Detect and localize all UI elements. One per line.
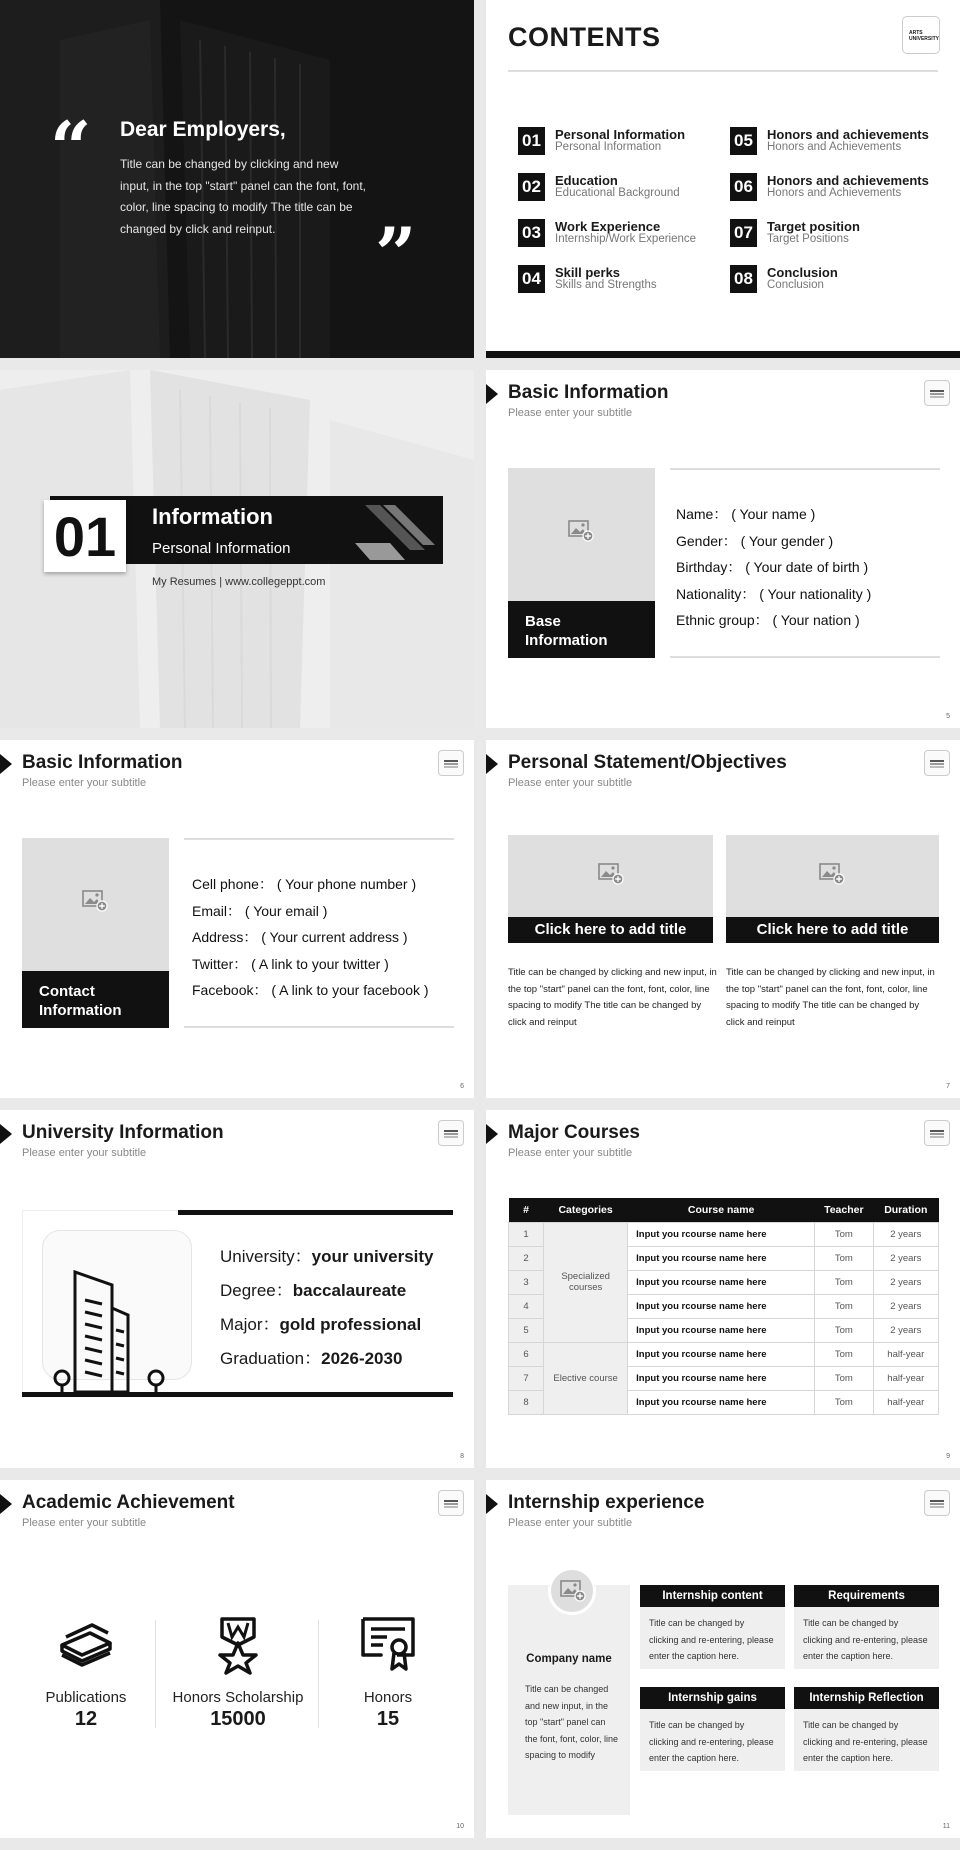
- column-header: Course name: [628, 1198, 815, 1222]
- image-placeholder[interactable]: [548, 1567, 596, 1615]
- contents-title[interactable]: CONTENTS: [508, 22, 661, 52]
- row-value: your university: [311, 1247, 434, 1266]
- university-logo: ARTS UNIVERSITY: [902, 16, 940, 54]
- courses-table: [508, 1198, 939, 1415]
- slide-academic-achievement: [0, 1480, 474, 1838]
- item-subtitle: Skills and Strengths: [555, 279, 657, 291]
- slide-subtitle[interactable]: Please enter your subtitle: [508, 1147, 633, 1159]
- course-name-cell[interactable]: Input you rcourse name here: [628, 1270, 815, 1294]
- item-title: Personal Information: [555, 127, 686, 142]
- university-row[interactable]: [220, 1344, 434, 1378]
- info-line[interactable]: Cell phone： ( Your phone number ): [192, 876, 417, 892]
- section-footer: My Resumes | www.collegeppt.com: [152, 576, 326, 588]
- slide-title[interactable]: Internship experience: [508, 1492, 705, 1513]
- slide-section-01: [0, 370, 474, 728]
- info-line[interactable]: Address： ( Your current address ): [192, 929, 408, 945]
- item-subtitle: Internship/Work Experience: [555, 233, 697, 245]
- row-index: 3: [509, 1270, 544, 1294]
- achievement-label: Honors Scholarship: [172, 1689, 304, 1706]
- header-marker: [0, 754, 12, 774]
- header-marker: [0, 1124, 12, 1144]
- box-text[interactable]: Title can be changed by clicking and re-entering, please enter the caption here.: [640, 1709, 785, 1771]
- row-label: University：: [220, 1247, 312, 1266]
- divider: [178, 1210, 453, 1215]
- achievement-label: Honors: [363, 1689, 413, 1706]
- slide-major-courses: [486, 1110, 960, 1468]
- row-value: baccalaureate: [292, 1281, 407, 1300]
- divider: [22, 1392, 453, 1397]
- contents-item[interactable]: [730, 219, 940, 253]
- table-row[interactable]: [509, 1222, 939, 1246]
- quote-open-icon: “: [50, 105, 92, 190]
- item-title: Skill perks: [555, 265, 621, 280]
- slide-title[interactable]: Basic Information: [508, 382, 669, 403]
- slide-intro: [0, 0, 474, 358]
- slide-subtitle[interactable]: Please enter your subtitle: [508, 1517, 633, 1529]
- certificate-icon: [359, 1615, 417, 1675]
- course-name-cell[interactable]: Input you rcourse name here: [628, 1318, 815, 1342]
- company-name[interactable]: Company name: [526, 1653, 612, 1665]
- requirements-box: [794, 1585, 939, 1669]
- teacher-cell: Tom: [815, 1294, 873, 1318]
- duration-cell: half-year: [873, 1390, 938, 1414]
- quote-close-icon: ”: [375, 211, 417, 296]
- university-logo: [924, 1120, 950, 1146]
- slide-internship-experience: [486, 1480, 960, 1838]
- add-image-icon[interactable]: [568, 520, 594, 542]
- card-text[interactable]: Title can be changed by clicking and new input, in the top "start" panel can the font, font, color, line spacing to modify The title can be changed by click and reinput: [508, 967, 717, 1028]
- achievement-value: 15: [376, 1708, 400, 1730]
- row-index: 7: [509, 1366, 544, 1390]
- box-title[interactable]: Internship content: [640, 1585, 785, 1607]
- achievement-publications: [16, 1615, 156, 1731]
- add-image-icon[interactable]: [82, 890, 108, 912]
- item-number: 07: [730, 219, 757, 247]
- slide-subtitle[interactable]: Please enter your subtitle: [508, 777, 633, 789]
- achievement-scholarship: [168, 1615, 308, 1731]
- info-line[interactable]: Gender： ( Your gender ): [676, 532, 834, 549]
- bottom-bar: [486, 351, 960, 358]
- teacher-cell: Tom: [815, 1366, 873, 1390]
- item-number: 03: [518, 219, 545, 247]
- page-number: 7: [946, 1083, 950, 1090]
- achievement-value: 12: [74, 1708, 98, 1730]
- teacher-cell: Tom: [815, 1222, 873, 1246]
- internship-reflection-box: [794, 1687, 939, 1771]
- column-header: #: [509, 1198, 544, 1222]
- item-subtitle: Personal Information: [555, 141, 662, 153]
- university-row[interactable]: [220, 1242, 434, 1276]
- header-marker: [486, 384, 498, 404]
- section-subtitle[interactable]: Personal Information: [152, 540, 291, 557]
- row-label: Degree：: [220, 1281, 293, 1300]
- item-title: Work Experience: [555, 219, 661, 234]
- row-index: 1: [509, 1222, 544, 1246]
- teacher-cell: Tom: [815, 1390, 873, 1414]
- row-index: 6: [509, 1342, 544, 1366]
- company-card: [508, 1585, 630, 1815]
- course-name-cell[interactable]: Input you rcourse name here: [628, 1366, 815, 1390]
- column-header: Categories: [544, 1198, 628, 1222]
- stripe-decoration: [355, 505, 435, 560]
- greeting-title[interactable]: Dear Employers,: [120, 118, 286, 141]
- info-list: [192, 874, 429, 1007]
- item-title: Honors and achievements: [767, 173, 929, 188]
- university-logo: [438, 1120, 464, 1146]
- category-cell: Specialized courses: [544, 1222, 628, 1342]
- contents-item[interactable]: [518, 173, 728, 207]
- item-number: 05: [730, 127, 757, 155]
- item-subtitle: Conclusion: [767, 279, 824, 291]
- info-list: [676, 504, 871, 637]
- box-text[interactable]: Title can be changed by clicking and re-entering, please enter the caption here.: [794, 1607, 939, 1669]
- slide-contents: [486, 0, 960, 358]
- box-text[interactable]: Title can be changed by clicking and re-entering, please enter the caption here.: [794, 1709, 939, 1771]
- card-title-bar[interactable]: Click here to add title: [726, 917, 939, 943]
- slide-personal-statement: [486, 740, 960, 1098]
- achievement-value: 15000: [210, 1708, 266, 1730]
- duration-cell: 2 years: [873, 1318, 938, 1342]
- page-number: 9: [946, 1453, 950, 1460]
- header-marker: [486, 1494, 498, 1514]
- slide-subtitle[interactable]: Please enter your subtitle: [508, 407, 633, 419]
- contents-item[interactable]: [730, 127, 940, 161]
- row-label: Major：: [220, 1315, 280, 1334]
- page-number: 8: [460, 1453, 464, 1460]
- item-subtitle: Honors and Achievements: [767, 141, 902, 153]
- add-image-icon[interactable]: [598, 863, 624, 885]
- university-row[interactable]: [220, 1310, 434, 1344]
- image-placeholder[interactable]: [22, 838, 169, 1028]
- university-logo: [924, 750, 950, 776]
- university-logo: [924, 1490, 950, 1516]
- image-placeholder[interactable]: [508, 835, 713, 917]
- item-subtitle: Target Positions: [767, 233, 849, 245]
- course-name-cell[interactable]: Input you rcourse name here: [628, 1294, 815, 1318]
- box-title[interactable]: Internship Reflection: [794, 1687, 939, 1709]
- item-number: 04: [518, 265, 545, 293]
- divider: [184, 838, 454, 840]
- course-name-cell[interactable]: Input you rcourse name here: [628, 1222, 815, 1246]
- slide-title[interactable]: Academic Achievement: [22, 1492, 235, 1513]
- course-name-cell[interactable]: Input you rcourse name here: [628, 1342, 815, 1366]
- header-marker: [486, 754, 498, 774]
- item-title: Honors and achievements: [767, 127, 929, 142]
- add-image-icon[interactable]: [819, 863, 845, 885]
- row-index: 5: [509, 1318, 544, 1342]
- item-subtitle: Educational Background: [555, 187, 680, 199]
- divider: [670, 468, 940, 470]
- slide-title[interactable]: Major Courses: [508, 1122, 640, 1143]
- slide-subtitle[interactable]: Please enter your subtitle: [22, 1517, 147, 1529]
- header-marker: [0, 1494, 12, 1514]
- medal-icon: [216, 1615, 260, 1675]
- building-icon: [50, 1260, 170, 1395]
- table-row[interactable]: [509, 1342, 939, 1366]
- column-header: Teacher: [815, 1198, 873, 1222]
- row-value: 2026-2030: [321, 1349, 403, 1368]
- page-number: 5: [946, 713, 950, 720]
- duration-cell: half-year: [873, 1342, 938, 1366]
- duration-cell: 2 years: [873, 1294, 938, 1318]
- card-title-bar[interactable]: Click here to add title: [508, 917, 713, 943]
- course-name-cell[interactable]: Input you rcourse name here: [628, 1246, 815, 1270]
- item-title: Conclusion: [767, 265, 838, 280]
- card-text[interactable]: Title can be changed by clicking and new input, in the top "start" panel can the font, font, color, line spacing to modify The title can be changed by click and reinput: [726, 967, 935, 1028]
- box-title[interactable]: Requirements: [794, 1585, 939, 1607]
- section-number: 01: [44, 500, 126, 572]
- internship-gains-box: [640, 1687, 785, 1771]
- duration-cell: 2 years: [873, 1246, 938, 1270]
- contents-item[interactable]: [730, 265, 940, 299]
- university-row[interactable]: [220, 1276, 434, 1310]
- university-logo: [438, 1490, 464, 1516]
- books-icon: [56, 1615, 116, 1671]
- item-number: 02: [518, 173, 545, 201]
- info-line[interactable]: Birthday： ( Your date of birth ): [676, 559, 869, 575]
- column-header: Duration: [873, 1198, 938, 1222]
- teacher-cell: Tom: [815, 1270, 873, 1294]
- item-title: Target position: [767, 219, 860, 234]
- divider: [508, 70, 938, 72]
- row-index: 4: [509, 1294, 544, 1318]
- info-line[interactable]: Name： ( Your name ): [676, 506, 816, 522]
- card-label: Contact Information: [22, 971, 169, 1028]
- item-subtitle: Honors and Achievements: [767, 187, 902, 199]
- image-placeholder[interactable]: [726, 835, 939, 917]
- box-title[interactable]: Internship gains: [640, 1687, 785, 1709]
- divider: [155, 1620, 156, 1728]
- info-line[interactable]: Ethnic group： ( Your nation ): [676, 612, 860, 628]
- row-index: 2: [509, 1246, 544, 1270]
- header-marker: [486, 1124, 498, 1144]
- company-text[interactable]: Title can be changed and new input, in the top "start" panel can the font, font, color, line spacing to modify: [525, 1684, 619, 1760]
- slide-title[interactable]: Personal Statement/Objectives: [508, 752, 787, 773]
- page-number: 6: [460, 1083, 464, 1090]
- card-label: Base Information: [508, 601, 655, 658]
- info-line[interactable]: Twitter： ( A link to your twitter ): [192, 955, 389, 972]
- box-text[interactable]: Title can be changed by clicking and re-entering, please enter the caption here.: [640, 1607, 785, 1669]
- slide-subtitle[interactable]: Please enter your subtitle: [22, 777, 147, 789]
- greeting-body[interactable]: Title can be changed by clicking and new input, in the top "start" panel can the font, font, color, line spacing to modify The title can be changed by click and reinput.: [120, 157, 367, 236]
- category-cell: Elective course: [544, 1342, 628, 1414]
- image-placeholder[interactable]: [508, 468, 655, 658]
- slide-contact-information: [0, 740, 474, 1098]
- row-index: 8: [509, 1390, 544, 1414]
- teacher-cell: Tom: [815, 1246, 873, 1270]
- add-image-icon[interactable]: [560, 1580, 586, 1602]
- duration-cell: 2 years: [873, 1222, 938, 1246]
- row-value: gold professional: [279, 1315, 422, 1334]
- slide-title[interactable]: Basic Information: [22, 752, 183, 773]
- achievement-label: Publications: [45, 1689, 127, 1706]
- course-name-cell[interactable]: Input you rcourse name here: [628, 1390, 815, 1414]
- page-number: 10: [456, 1823, 464, 1830]
- slide-university-information: [0, 1110, 474, 1468]
- internship-content-box: [640, 1585, 785, 1669]
- contents-item[interactable]: [518, 265, 728, 299]
- divider: [184, 1026, 454, 1028]
- info-line[interactable]: Nationality： ( Your nationality ): [676, 585, 872, 602]
- slide-subtitle[interactable]: Please enter your subtitle: [22, 1147, 147, 1159]
- achievement-honors: [318, 1615, 458, 1731]
- item-number: 01: [518, 127, 545, 155]
- duration-cell: 2 years: [873, 1270, 938, 1294]
- contents-item[interactable]: [518, 127, 728, 161]
- item-title: Education: [555, 173, 618, 188]
- slide-title[interactable]: University Information: [22, 1122, 224, 1143]
- slide-basic-information: [486, 370, 960, 728]
- info-line[interactable]: Email： ( Your email ): [192, 902, 328, 919]
- university-logo: [924, 380, 950, 406]
- teacher-cell: Tom: [815, 1342, 873, 1366]
- teacher-cell: Tom: [815, 1318, 873, 1342]
- divider: [670, 656, 940, 658]
- info-line[interactable]: Facebook： ( A link to your facebook ): [192, 982, 429, 998]
- item-number: 06: [730, 173, 757, 201]
- university-logo: [438, 750, 464, 776]
- row-label: Graduation：: [220, 1349, 322, 1368]
- contents-item[interactable]: [518, 219, 728, 253]
- page-number: 11: [942, 1823, 950, 1830]
- item-number: 08: [730, 265, 757, 293]
- section-title[interactable]: Information: [152, 504, 273, 529]
- duration-cell: half-year: [873, 1366, 938, 1390]
- university-details: [220, 1242, 434, 1378]
- contents-item[interactable]: [730, 173, 940, 207]
